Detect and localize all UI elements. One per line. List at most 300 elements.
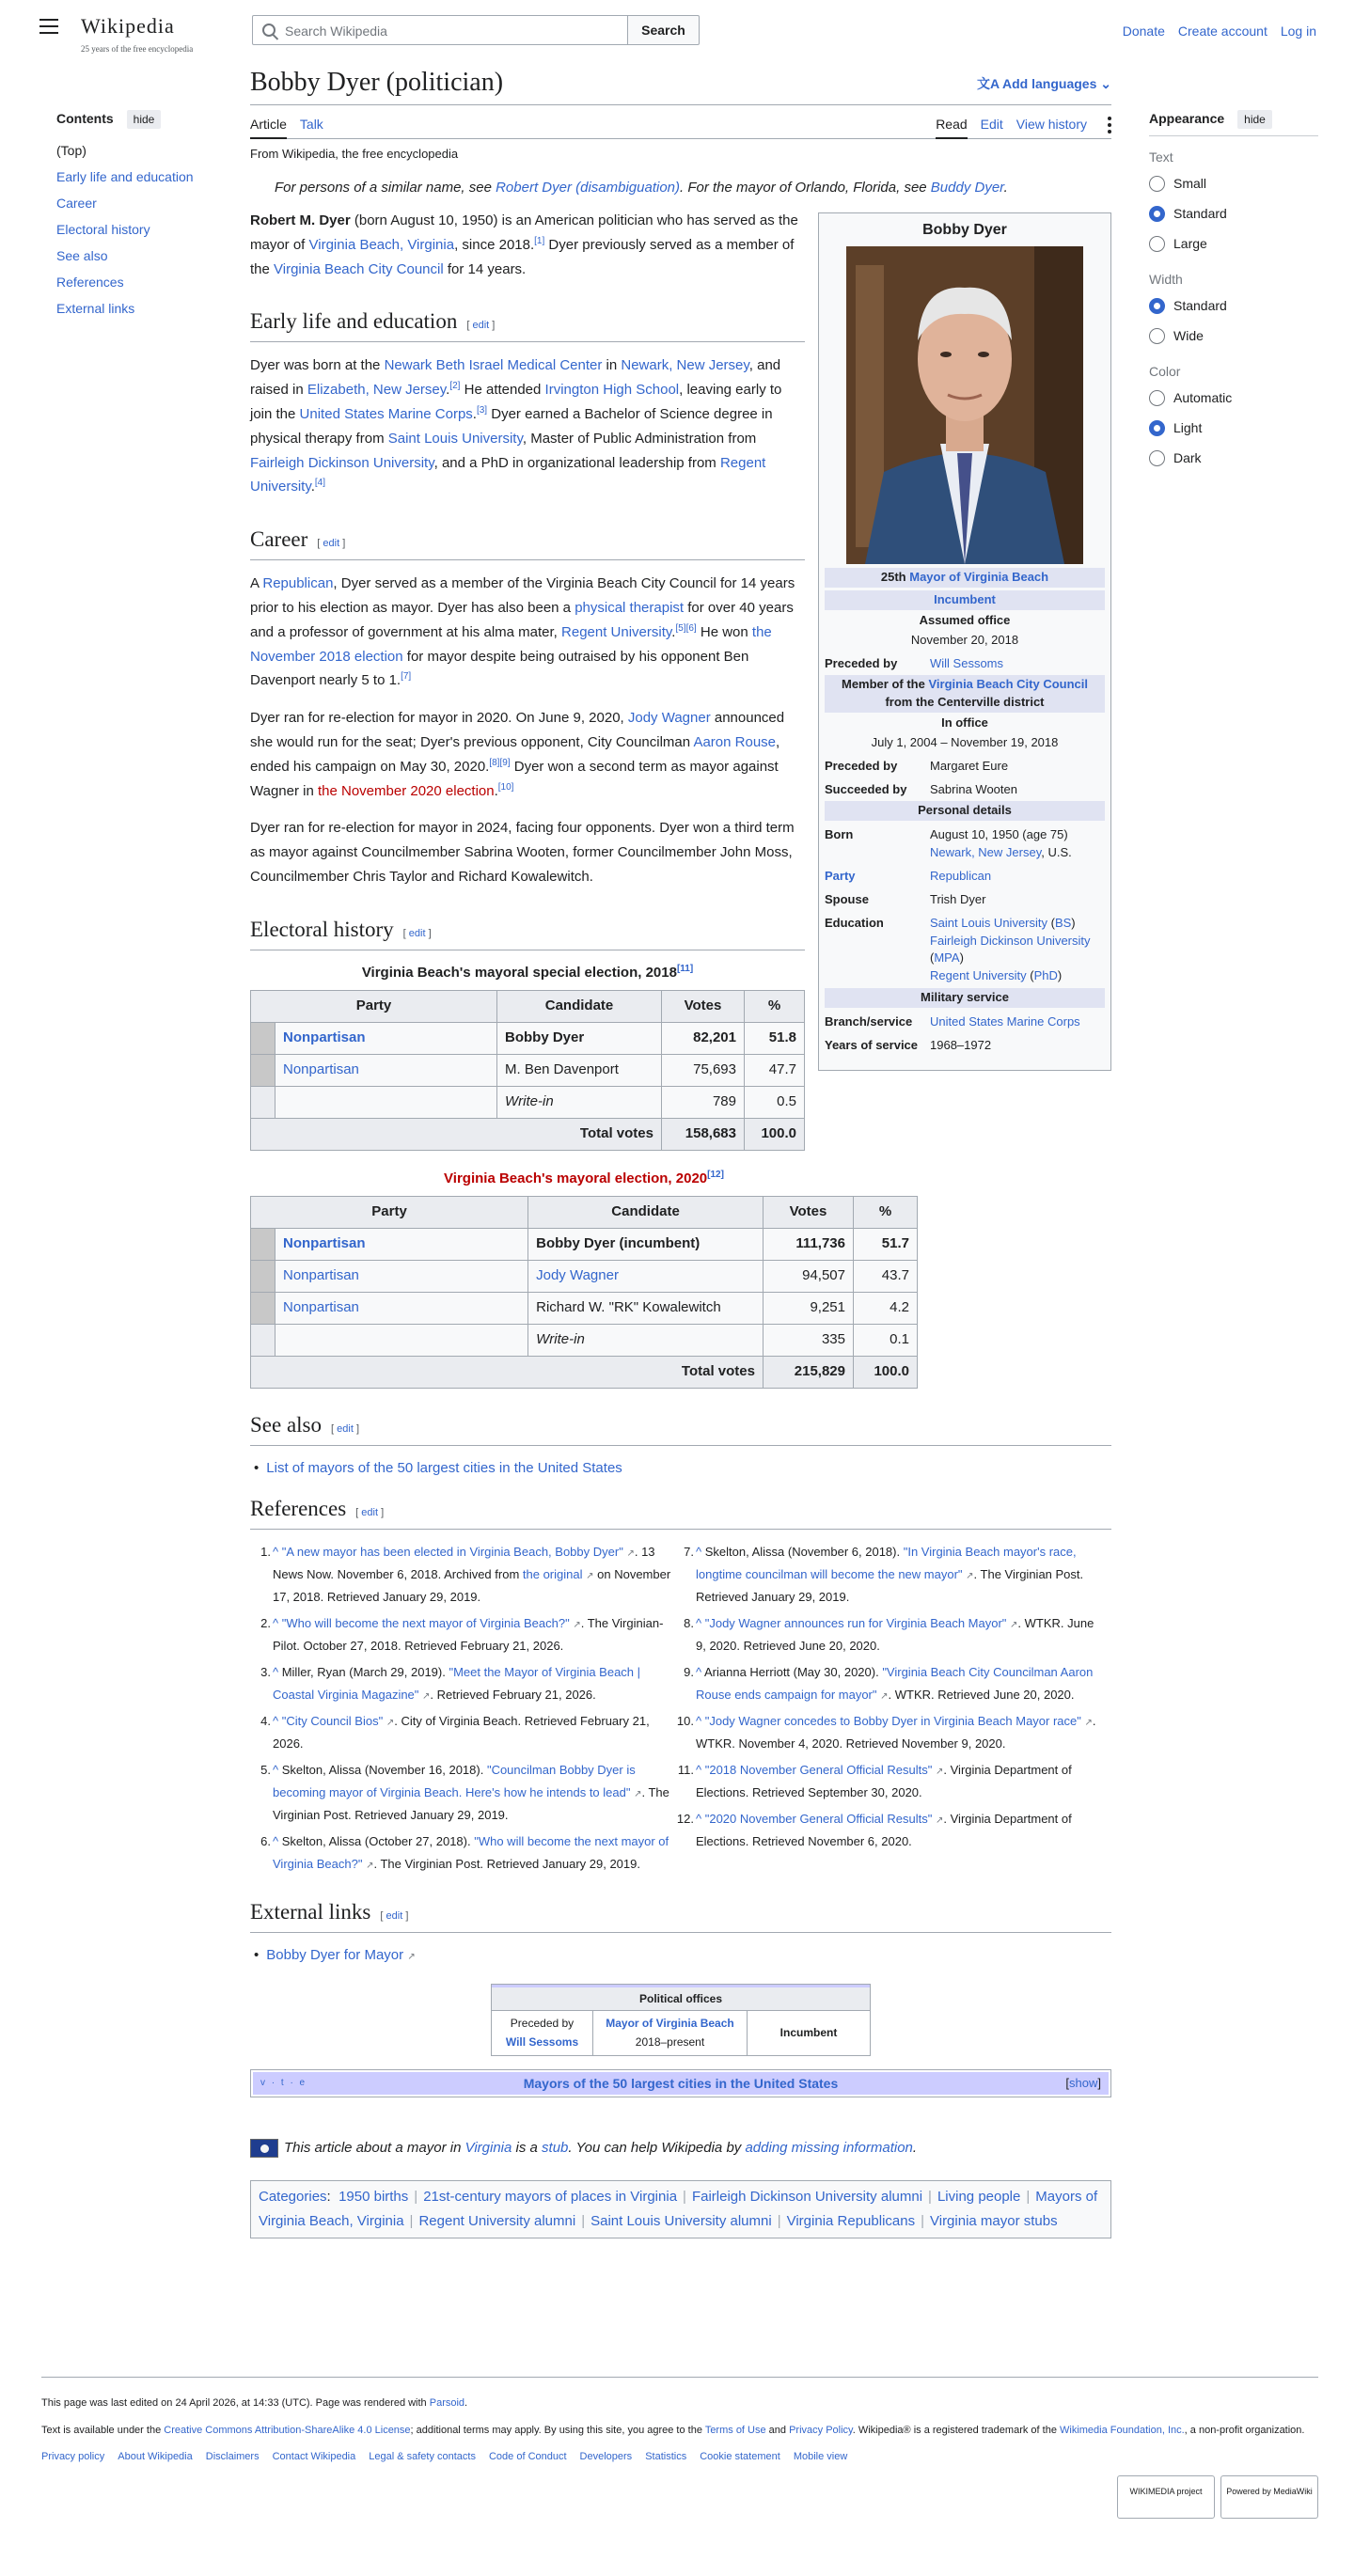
text: . [912,2139,918,2156]
reference-item [260,1830,673,1876]
infobox-row [825,826,1105,862]
language-icon: 文A [977,76,1003,91]
search-input[interactable] [252,15,628,45]
personal-details-header: Personal details [825,801,1105,821]
education-link[interactable]: Saint Louis University [930,915,1047,930]
footer-link[interactable]: Developers [579,2451,633,2463]
text: He attended [460,382,545,399]
backlink[interactable]: ^ [273,1615,282,1630]
votes: 82,201 [693,1029,736,1046]
table-row [251,1260,918,1292]
footer-link[interactable]: Cookie statement [700,2451,780,2463]
footer-link[interactable]: Statistics [645,2451,687,2463]
width-standard-option[interactable] [1149,291,1318,321]
table-caption-2018 [250,962,805,984]
heading-text: See also [250,1412,323,1437]
council-link[interactable]: Virginia Beach City Council [928,677,1088,692]
ref-link[interactable]: [2] [449,381,461,392]
party-link[interactable]: Nonpartisan [283,1235,366,1252]
hatnote-text: . For the mayor of Orlando, Florida, see [680,180,931,196]
navbox-vte-links[interactable]: v · t · e [260,2077,307,2088]
candidate: Bobby Dyer [505,1029,585,1046]
party-link[interactable]: Nonpartisan [283,1299,359,1316]
see-also-link[interactable]: List of mayors of the 50 largest cities in the United States [266,1459,622,1476]
ref-text: . The Virginian Post. Retrieved January 29, 2019. [273,1785,669,1823]
text: , Master of Public Administration from [522,430,757,447]
ref-number: 5. [260,1763,271,1778]
backlink[interactable]: ^ [696,1615,705,1630]
row-value: 1968–1972 [930,1037,992,1052]
col-header: % [745,990,805,1022]
navbox: v · t · e Mayors of the 50 largest cities in the United States [show] [250,2069,1111,2097]
radio-selected-icon [1149,206,1165,222]
external-link-icon: ↗ [880,1691,889,1703]
radio-selected-icon [1149,420,1165,436]
text: Text is available under the [41,2424,165,2436]
party-color [251,1260,276,1292]
infobox [818,212,1111,1071]
terms-link[interactable]: Terms of Use [704,2424,766,2436]
text: , and raised in [250,357,781,399]
row-label: Born [825,827,854,842]
ref-text: . WTKR. Retrieved June 20, 2020. [888,1688,1075,1703]
footer-badges [1111,2475,1318,2519]
backlink[interactable]: ^ [273,1834,282,1849]
wikipedia-logo[interactable] [81,9,193,55]
category-link[interactable]: 21st-century mayors of places in Virginia [423,2188,678,2205]
color-light-option[interactable] [1149,413,1318,443]
toc-item-see-also[interactable]: See also [56,248,108,263]
infobox-row [825,655,1105,673]
col-header: % [854,1196,918,1228]
ref-number: 4. [260,1714,271,1729]
footer-link[interactable]: Privacy policy [41,2451,105,2463]
edit-section-link[interactable]: edit [408,927,426,939]
subject-name: Robert M. Dyer [250,212,351,228]
parsoid-link[interactable]: Parsoid [429,2397,465,2409]
ref-title-link[interactable]: "Virginia Beach City Councilman Aaron Rouse ends campaign for mayor" [696,1664,1094,1703]
navbox-title-link[interactable]: Mayors of the 50 largest cities in the United States [523,2075,839,2091]
link[interactable]: Republican [262,575,334,592]
heading-text: Early life and education [250,309,458,334]
row-label: Education [825,915,884,930]
external-link-icon: ↗ [1084,1718,1093,1729]
radio-icon [1149,390,1165,406]
text: This page was last edited on 24 April 2026, at 14:33 (UTC). Page was rendered with [41,2397,430,2409]
text: He won [696,623,752,640]
degree-link[interactable]: MPA [934,950,960,966]
ref-link[interactable]: [1] [534,235,545,246]
ref-title-link[interactable]: "Meet the Mayor of Virginia Beach | Coastal Virginia Magazine" [273,1664,641,1703]
toc-item-electoral-history[interactable]: Electoral history [56,222,150,237]
table-row [251,1292,918,1324]
ref-link[interactable]: [12] [707,1169,724,1180]
log-in-link[interactable]: Log in [1280,24,1316,39]
reference-item [676,1710,1096,1755]
external-link-icon: ↗ [573,1619,581,1630]
preceded-by-label: Preceded by [510,2017,575,2031]
text-standard-option[interactable] [1149,198,1318,228]
text: , since 2018. [454,236,535,253]
office-link[interactable]: Mayor of Virginia Beach [606,2017,734,2031]
ref-title-link[interactable]: "Jody Wagner announces run for Virginia Beach Mayor" [704,1615,1007,1630]
section-heading-early-life: Early life and education [ edit ] [250,306,805,342]
text-large-option[interactable] [1149,228,1318,259]
infobox-council-header [825,675,1105,713]
search-button[interactable]: Search [627,15,700,45]
backlink[interactable]: ^ [696,1664,704,1679]
text: (born August 10, 1950) is an American politician who has served as the mayor of [250,212,798,253]
ref-link[interactable]: [4] [314,478,326,489]
link[interactable]: Virginia [464,2139,512,2156]
table-row [251,1228,918,1260]
backlink[interactable]: ^ [696,1812,705,1827]
footer-link[interactable]: Code of Conduct [488,2451,567,2463]
logo-wordmark: Wikipedia [81,14,175,38]
text: , Dyer served as a member of the Virginia Beach City Council for 14 years prior to his election as mayor. Dyer has also been a [250,575,795,616]
navbox-show-toggle[interactable]: show [1069,2075,1098,2090]
infobox-row [825,1013,1105,1031]
category-link[interactable]: 1950 births [338,2188,409,2205]
percent: 0.1 [854,1324,918,1356]
link[interactable]: Saint Louis University [387,430,523,447]
ref-title-link[interactable]: "A new mayor has been elected in Virginia Beach, Bobby Dyer" [281,1544,623,1559]
toc-item-career[interactable]: Career [56,196,97,211]
row-label: Spouse [825,891,869,906]
text: for 14 years. [443,260,527,277]
backlink[interactable]: ^ [696,1544,705,1559]
ref-link[interactable]: [11] [676,963,694,974]
education-link[interactable]: Fairleigh Dickinson University [930,933,1091,948]
link[interactable]: United States Marine Corps [299,405,473,422]
infobox-title: Bobby Dyer [922,222,1007,238]
see-also-list [250,1457,1111,1480]
total-label: Total votes [251,1356,764,1388]
backlink[interactable]: ^ [273,1664,282,1679]
infobox-row [825,1037,1105,1055]
footer-link[interactable]: Contact Wikipedia [272,2451,356,2463]
candidate: Write-in [528,1324,764,1356]
main-menu-icon[interactable] [39,19,60,36]
succession-title: Political offices [492,1985,870,2010]
text: Dyer previously served as a member of the [250,236,795,277]
portrait-photo [846,246,1083,564]
toc-hide-button[interactable]: hide [127,110,162,129]
candidate: M. Ben Davenport [497,1054,662,1086]
caption-redlink[interactable]: Virginia Beach's mayoral election, 2020 [444,1170,708,1186]
link-city-council[interactable]: Virginia Beach City Council [274,260,444,277]
link[interactable]: stub [542,2139,569,2156]
ref-number: 8. [684,1615,694,1630]
text: Dyer was born at the [250,357,385,374]
row-label: Years of service [825,1037,919,1052]
ref-title-link[interactable]: "Councilman Bobby Dyer is becoming mayor of Virginia Beach. Here's how he intends to lead" [273,1763,636,1800]
add-languages-label: Add languages [1002,76,1097,91]
percent: 51.7 [881,1235,909,1252]
text: . [494,782,498,799]
party-label-link[interactable]: Party [825,869,856,883]
external-link-icon: ↗ [586,1570,594,1581]
ref-link[interactable]: [8][9] [489,757,511,768]
link[interactable]: Jody Wagner [627,710,711,727]
option-label: Light [1173,420,1203,435]
career-paragraph-3: Dyer ran for re-election for mayor in 2024, facing four opponents. Dyer won a third term as mayor against Councilmember Sabrina Wooten, former Councilmember John Moss, Councilmember Chris Taylor and Richard Kowalewitch. [250,820,795,885]
footer-link[interactable]: Legal & safety contacts [369,2451,476,2463]
site-header [0,0,1354,60]
external-link-icon: ↗ [966,1570,974,1581]
lead-paragraph [250,209,805,281]
link[interactable]: adding missing information [745,2139,913,2156]
ref-text: The Virginian-Pilot. October 27, 2018. Retrieved February 21, 2026. [273,1615,664,1653]
toc-item-references[interactable]: References [56,275,124,290]
text: , a non-profit organization. [1184,2424,1305,2436]
radio-icon [1149,176,1165,192]
category-link[interactable]: Virginia Republicans [786,2212,916,2229]
backlink[interactable]: ^ [696,1714,705,1729]
col-header: Votes [662,990,745,1022]
ref-link[interactable]: [5][6] [675,622,697,634]
more-tools-icon[interactable] [1108,117,1111,136]
tab-read[interactable]: Read [936,117,967,139]
career-paragraph-1: A Republican, Dyer served as a member of the Virginia Beach City Council for 14 years prior to his election as mayor. Dyer has also been a physical therapist for over 40 years and a professor of government at his alma mater, Regent University.[5][6] He won the November 2018 election for mayor despite being outraised by his opponent Ben Davenport nearly 5 to 1.[7] [250,575,795,689]
ref-title-link[interactable]: "In Virginia Beach mayor's race, longtime councilman will become the new mayor" [696,1544,1077,1581]
ref-title-link[interactable]: "2020 November General Official Results" [704,1812,933,1827]
external-link-icon: ↗ [407,1952,416,1963]
license-notice [41,2422,1318,2440]
section-heading-career: Career [ edit ] [250,524,805,560]
text: for over 40 years and a professor of government at his alma mater, [250,599,794,640]
office-ordinal: 25th [880,570,906,585]
party-color [251,1054,276,1086]
reference-item [260,1759,673,1827]
donate-link[interactable]: Donate [1122,24,1165,39]
text: from the Centerville district [885,695,1045,710]
footer-link[interactable]: About Wikipedia [118,2451,193,2463]
link[interactable]: Newark, New Jersey [621,357,749,374]
infobox-row [825,891,1105,909]
appearance-title: Appearance [1149,111,1225,126]
external-link-icon: ↗ [936,1767,944,1778]
link[interactable]: Newark Beth Israel Medical Center [384,357,603,374]
text-small-option[interactable] [1149,168,1318,198]
external-link[interactable]: Bobby Dyer for Mayor [266,1947,404,1964]
birthplace-link[interactable]: Newark, New Jersey [930,845,1042,860]
ref-link[interactable]: [10] [497,781,514,793]
references-list [250,1541,1111,1880]
total-percent: 100.0 [745,1118,805,1150]
edit-section-link[interactable]: edit [472,320,490,332]
link[interactable]: Irvington High School [544,382,680,399]
party-link[interactable]: Nonpartisan [283,1267,359,1284]
edit-section-link[interactable]: edit [323,538,340,550]
create-account-link[interactable]: Create account [1177,24,1267,39]
link[interactable]: the November 2018 election [250,623,772,665]
text: , leaving early to join the [250,382,782,422]
backlink[interactable]: ^ [273,1763,282,1778]
toc-item-external-links[interactable]: External links [56,301,135,316]
total-label: Total votes [251,1118,662,1150]
backlink[interactable]: ^ [696,1763,705,1778]
predecessor-link[interactable]: Will Sessoms [505,2034,579,2049]
total-percent: 100.0 [854,1356,918,1388]
ref-title-link[interactable]: "Who will become the next mayor of Virginia Beach?" [281,1615,570,1630]
toc-item-early-life[interactable]: Early life and education [56,169,194,184]
infobox-row [825,781,1105,799]
tab-edit[interactable]: Edit [980,117,1003,132]
category-link[interactable]: Mayors of Virginia Beach, Virginia [259,2188,1098,2229]
ref-title-link[interactable]: "Jody Wagner concedes to Bobby Dyer in Virginia Beach Mayor race" [704,1714,1081,1729]
page-footer [41,2377,1318,2496]
ref-title-link[interactable]: "Who will become the next mayor of Virginia Beach?" [273,1834,669,1872]
predecessor-link[interactable]: Will Sessoms [930,655,1004,670]
stub-notice [250,2137,1111,2160]
text: announced she would run for the seat; Dyer's previous opponent, City Councilman [250,710,785,750]
hatnote-link-dab[interactable]: Robert Dyer (disambiguation) [496,180,681,196]
caption-text: Virginia Beach's mayoral special election, 2018 [361,964,677,981]
col-header: Party [251,1196,528,1228]
footer-links [41,2448,1318,2466]
party-color [251,1086,276,1118]
text: , and a PhD in organizational leadership from [433,454,720,471]
col-header: Candidate [528,1196,764,1228]
office-link[interactable]: Mayor of Virginia Beach [909,570,1049,585]
privacy-link[interactable]: Privacy Policy [789,2424,853,2436]
wikimedia-project-badge[interactable]: WIKIMEDIA project [1117,2475,1215,2519]
tab-talk[interactable]: Talk [299,117,323,132]
edit-section-link[interactable]: edit [337,1422,354,1435]
toc-item-top[interactable]: (Top) [56,143,87,158]
category-link[interactable]: Virginia mayor stubs [930,2212,1058,2229]
party-color [251,1324,276,1356]
appearance-hide-button[interactable]: hide [1237,110,1272,129]
text: Dyer ran for re-election for mayor in 2020. On June 9, 2020, [250,710,628,727]
page-tabs [250,109,1111,139]
section-heading-electoral: Electoral history [ edit ] [250,914,805,950]
color-automatic-option[interactable] [1149,383,1318,413]
option-label: Automatic [1173,390,1233,405]
ref-title-link[interactable]: "2018 November General Official Results" [704,1763,933,1778]
text: and [765,2424,790,2436]
list-item [254,1944,1111,1967]
list-item [254,1457,1111,1480]
tab-article[interactable]: Article [250,117,287,139]
text: for mayor despite being outraised by his opponent Ben Davenport nearly 5 to 1. [250,648,749,689]
references-column-left [250,1541,673,1880]
powered-by-mediawiki-badge[interactable]: Powered by MediaWiki [1220,2475,1318,2519]
ref-link[interactable]: [3] [476,404,488,416]
hatnote-link-buddy-dyer[interactable]: Buddy Dyer [930,180,1004,196]
tab-view-history[interactable]: View history [1016,117,1087,132]
link[interactable]: Regent University [250,454,766,495]
backlink[interactable]: ^ [273,1714,282,1729]
row-label: Branch/service [825,1013,913,1029]
width-wide-option[interactable] [1149,321,1318,351]
license-link[interactable]: Creative Commons Attribution-ShareAlike 4.0 License [164,2424,411,2436]
percent: 51.8 [768,1029,796,1046]
text: is a [512,2139,543,2156]
row-value: Margaret Eure [930,758,1009,773]
in-office-label: In office [941,715,988,730]
ref-text: . City of Virginia Beach. Retrieved February 21, 2026. [273,1714,650,1751]
party-link[interactable]: Republican [930,869,992,883]
ref-number: 7. [684,1544,694,1559]
references-column-right [673,1541,1096,1880]
archive-link[interactable]: the original [522,1566,583,1581]
add-languages-button[interactable] [977,73,1111,94]
categories-label-link[interactable]: Categories [259,2188,327,2205]
col-header: Party [251,990,497,1022]
redlink[interactable]: the November 2020 election [317,782,495,799]
branch-link[interactable]: United States Marine Corps [930,1013,1080,1029]
logo-tagline: 25 years of the free encyclopedia [81,44,194,55]
infobox-incumbent[interactable]: Incumbent [825,590,1105,610]
edit-section-link[interactable]: edit [386,1910,403,1923]
category-link[interactable]: Fairleigh Dickinson University alumni [691,2188,923,2205]
percent: 43.7 [854,1260,918,1292]
candidate: Richard W. "RK" Kowalewitch [528,1292,764,1324]
candidate-link[interactable]: Jody Wagner [536,1267,619,1284]
career-paragraph-2 [250,706,805,803]
last-edited [41,2395,1318,2412]
edit-section-link[interactable]: edit [361,1506,379,1518]
text: Dyer earned a Bachelor of Science degree in physical therapy from [250,405,773,447]
text: . Wikipedia® is a registered trademark of the [852,2424,1060,2436]
color-dark-option[interactable] [1149,443,1318,473]
ref-text: . The Virginian Post. Retrieved January 29, 2019. [373,1857,640,1872]
ref-text: . WTKR. June 9, 2020. Retrieved June 20, 2020. [696,1615,1094,1653]
heading-text: External links [250,1900,371,1924]
education-link[interactable]: Regent University [930,968,1027,983]
degree-link[interactable]: PhD [1033,968,1058,983]
link-virginia-beach[interactable]: Virginia Beach, Virginia [308,236,455,253]
ref-number: 11. [677,1763,694,1778]
option-label: Wide [1173,328,1204,343]
backlink[interactable]: ^ [273,1544,282,1559]
ref-link[interactable]: [7] [401,671,412,683]
party-link[interactable]: Nonpartisan [283,1029,366,1046]
party-link[interactable]: Nonpartisan [283,1061,359,1078]
degree-link[interactable]: BS [1054,915,1072,930]
table-row [251,1054,805,1086]
external-link-icon: ↗ [634,1789,642,1800]
categories-box: Categories: 1950 births | 21st-century mayors of places in Virginia | Fairleigh Dickinson University alumni | Living people | Mayors of Virginia Beach, Virginia | Regent University alumni | Saint Louis University alumni | Virginia Republicans | Virginia mayor stubs [250,2180,1111,2238]
link[interactable]: Aaron Rouse [693,733,777,750]
link[interactable]: Fairleigh Dickinson University [250,454,434,471]
category-link[interactable]: Regent University alumni [418,2212,576,2229]
ref-number: 1. [260,1544,271,1559]
external-links-list [250,1944,1111,1967]
party-color [251,1292,276,1324]
table-caption-2020 [250,1168,918,1190]
footer-link[interactable]: Disclaimers [205,2451,260,2463]
reference-item [677,1759,1096,1804]
category-link[interactable]: Saint Louis University alumni [590,2212,772,2229]
footer-link[interactable]: Mobile view [793,2451,848,2463]
link[interactable]: Regent University [561,623,672,640]
wmf-link[interactable]: Wikimedia Foundation, Inc. [1060,2424,1185,2436]
site-sub: From Wikipedia, the free encyclopedia [250,147,459,161]
col-header: Candidate [497,990,662,1022]
category-link[interactable]: Living people [937,2188,1021,2205]
text: , ended his campaign on May 30, 2020. [250,733,780,775]
ref-text: . The Virginian Post. Retrieved January 29, 2019. [696,1566,1084,1604]
external-link-icon: ↗ [936,1815,944,1827]
link[interactable]: Elizabeth, New Jersey [307,382,447,399]
votes: 94,507 [764,1260,854,1292]
ref-title-link[interactable]: "City Council Bios" [281,1714,384,1729]
option-label: Standard [1173,298,1227,313]
link[interactable]: physical therapist [575,599,685,616]
